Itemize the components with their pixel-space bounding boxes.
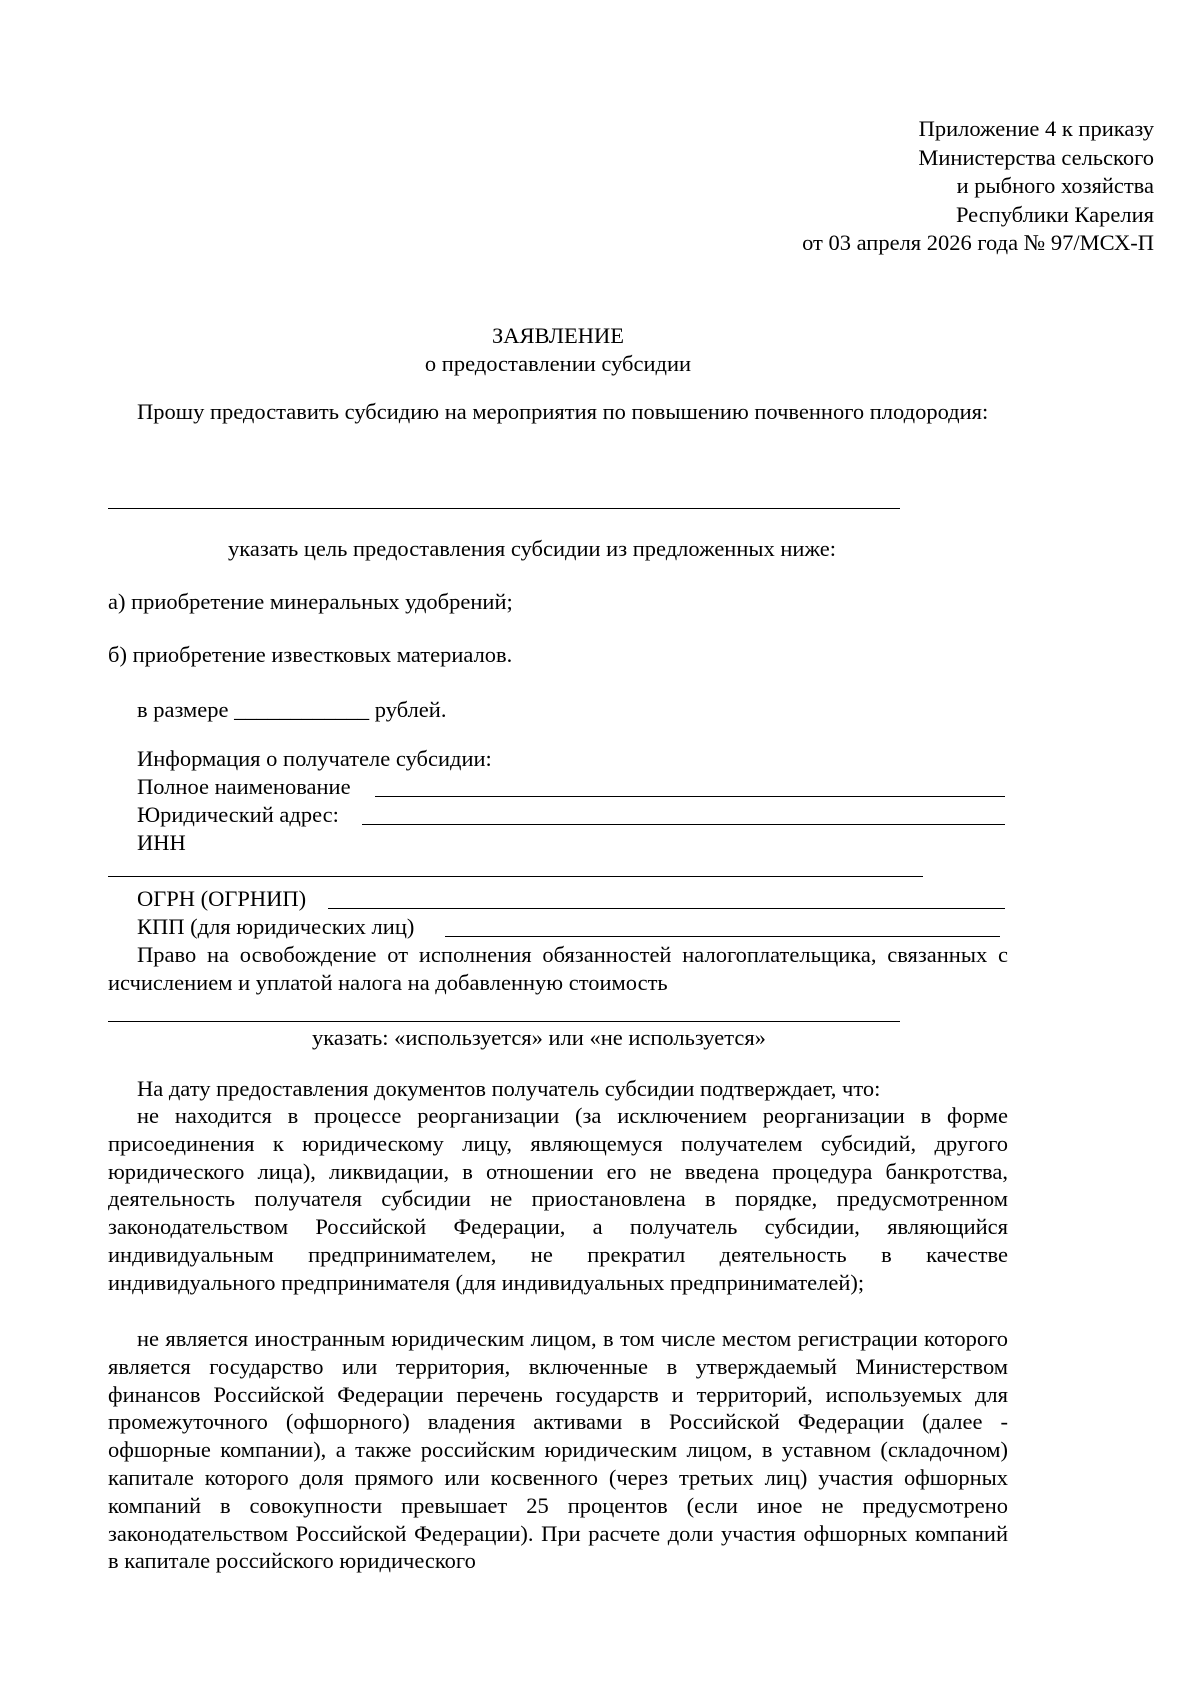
vat-exemption-paragraph: Право на освобождение от исполнения обязанностей налогоплательщика, связанных с исчислением и уплатой налога на добавленную стоимость (108, 942, 1008, 995)
document-subtitle: о предоставлении субсидии (424, 351, 692, 376)
amount-suffix: рублей. (374, 697, 447, 722)
kpp-label: КПП (для юридических лиц) (137, 914, 415, 939)
request-paragraph: Прошу предоставить субсидию на мероприятия по повышению почвенного плодородия: (137, 399, 989, 424)
full-name-field[interactable] (375, 796, 1005, 797)
legal-address-label: Юридический адрес: (137, 802, 339, 827)
ogrn-label: ОГРН (ОГРНИП) (137, 886, 307, 911)
recipient-heading: Информация о получателе субсидии: (137, 746, 492, 771)
legal-address-field[interactable] (362, 824, 1005, 825)
header-line: Республики Карелия (955, 201, 1154, 227)
option-a: а) приобретение минеральных удобрений; (108, 589, 513, 614)
purpose-hint: указать цель предоставления субсидии из предложенных ниже: (228, 536, 836, 561)
full-name-label: Полное наименование (137, 774, 351, 799)
confirmation-paragraph-2: не является иностранным юридическим лицом, в том числе местом регистрации которого является государство или территория, включенные в утверждаемый Министерством финансов Российской Федерации перечень государств и территорий, используемых для промежуточного (офшорного) владения активами в Российской Федерации (далее - офшорные компании), а также российским юридическим лицом, в уставном (складочном) капитале которого доля прямого или косвенного (через третьих лиц) участия офшорных компаний в совокупности превышает 25 процентов (если иное не предусмотрено законодательством Российской Федерации). При расчете доли участия офшорных компаний в капитале российского юридического (108, 1326, 1008, 1574)
kpp-field[interactable] (445, 936, 1000, 937)
header-line: Министерства сельского (918, 144, 1154, 170)
amount-line (137, 696, 446, 724)
inn-label: ИНН (137, 830, 186, 855)
amount-prefix: в размере (137, 697, 229, 722)
confirmation-intro: На дату предоставления документов получатель субсидии подтверждает, что: (137, 1076, 881, 1101)
header-line: Приложение 4 к приказу (918, 116, 1154, 141)
vat-hint: указать: «используется» или «не используется» (312, 1025, 766, 1050)
vat-fill-line[interactable] (108, 1021, 900, 1022)
purpose-fill-line[interactable] (108, 508, 900, 509)
document-title: ЗАЯВЛЕНИЕ (492, 323, 624, 348)
inn-field[interactable] (108, 876, 923, 877)
order-reference-header (694, 115, 1154, 258)
header-line: и рыбного хозяйства (956, 173, 1154, 198)
option-b: б) приобретение известковых материалов. (108, 642, 513, 667)
header-line: от 03 апреля 2026 года № 97/МСХ-П (802, 230, 1154, 255)
confirmation-paragraph-1: не находится в процессе реорганизации (за исключением реорганизации в форме присоединения к юридическому лицу, являющемуся получателем субсидий, другого юридического лица), ликвидации, в отношении его не введена процедура банкротства, деятельность получателя субсидии не приостановлена в порядке, предусмотренном законодательством Российской Федерации, а получатель субсидии, являющийся индивидуальным предпринимателем, не прекратил деятельность в качестве индивидуального предпринимателя (для индивидуальных предпринимателей); (108, 1103, 1008, 1295)
ogrn-field[interactable] (328, 908, 1005, 909)
amount-field[interactable]: ____________ (234, 697, 370, 722)
